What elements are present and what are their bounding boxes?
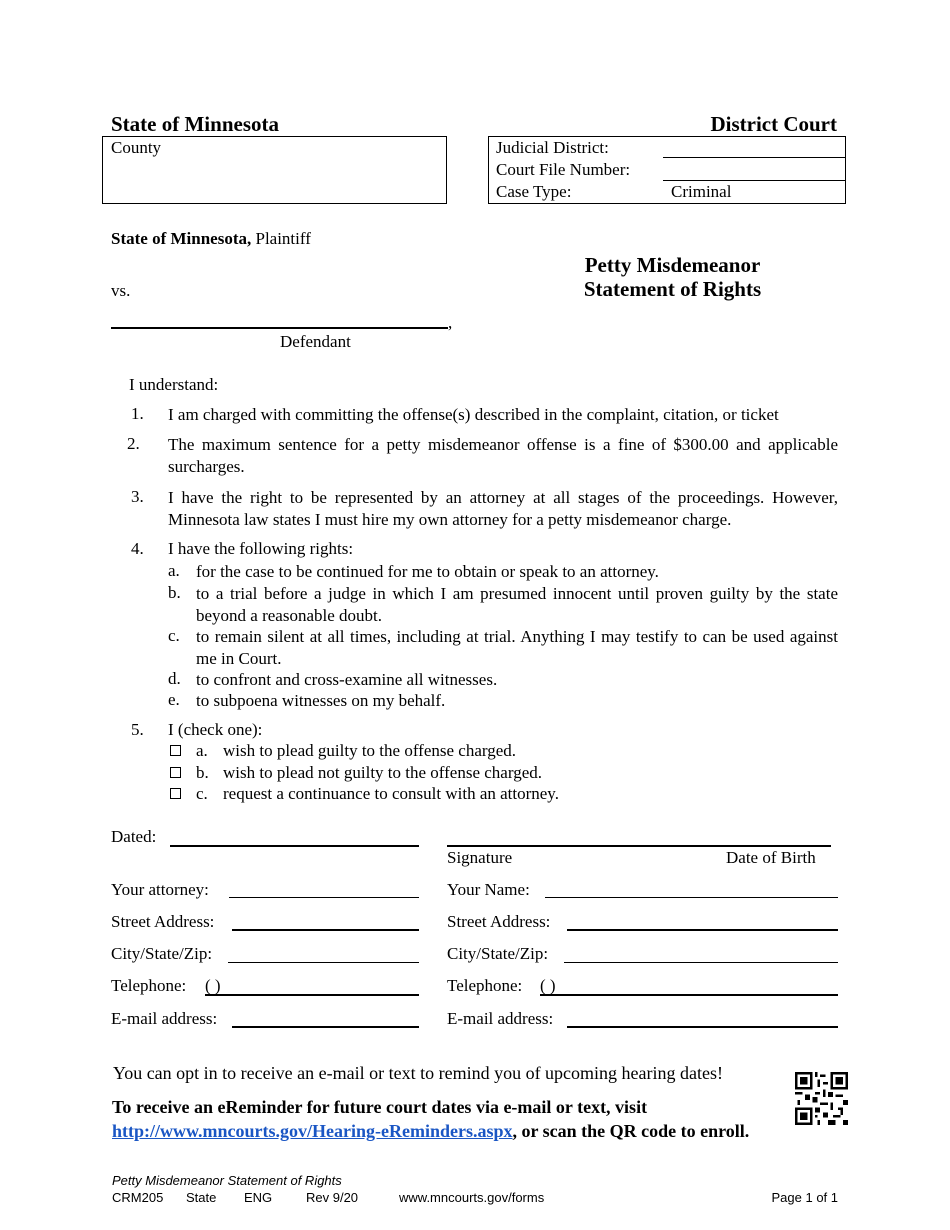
footer-language: ENG bbox=[244, 1190, 273, 1205]
right-letter: a. bbox=[168, 561, 180, 580]
your-name-field[interactable] bbox=[545, 897, 838, 898]
dated-field[interactable] bbox=[170, 845, 419, 847]
item-text: I have the right to be represented by an attorney at all stages of the proceedings. However, Minnesota law states I must hire my own attorney for a petty misdemeanor charge. bbox=[168, 488, 838, 529]
city-label: City/State/Zip: bbox=[447, 944, 549, 963]
checkbox-continuance[interactable] bbox=[170, 788, 181, 799]
item-text: I have the following rights: bbox=[168, 539, 354, 558]
your-attorney-field[interactable] bbox=[229, 897, 419, 898]
dated-label: Dated: bbox=[111, 827, 157, 846]
ereminder-line1: To receive an eReminder for future court dates via e-mail or text, visit bbox=[112, 1097, 648, 1117]
versus: vs. bbox=[111, 281, 131, 300]
ereminder-line2 bbox=[112, 1121, 749, 1142]
choice-text: wish to plead not guilty to the offense charged. bbox=[223, 763, 542, 782]
item-number: 3. bbox=[131, 487, 144, 506]
attorney-street-field[interactable] bbox=[232, 929, 419, 931]
choice-text: request a continuance to consult with an attorney. bbox=[223, 784, 559, 803]
court-file-label: Court File Number: bbox=[496, 160, 631, 179]
checkbox-plead-not-guilty[interactable] bbox=[170, 767, 181, 778]
county-label: County bbox=[111, 138, 162, 157]
choice-letter: b. bbox=[196, 763, 209, 782]
judicial-district-label: Judicial District: bbox=[496, 138, 609, 157]
email-field[interactable] bbox=[567, 1026, 838, 1028]
telephone-field[interactable] bbox=[540, 994, 838, 996]
defendant-comma: , bbox=[448, 313, 453, 332]
court-file-field[interactable] bbox=[663, 180, 845, 181]
intro-text: I understand: bbox=[129, 375, 219, 394]
choice-text: wish to plead guilty to the offense charged. bbox=[223, 741, 517, 760]
plaintiff-name: State of Minnesota, bbox=[111, 229, 252, 248]
attorney-email-label: E-mail address: bbox=[111, 1009, 218, 1028]
choice-letter: c. bbox=[196, 784, 208, 803]
telephone-label: Telephone: bbox=[447, 976, 523, 995]
city-field[interactable] bbox=[564, 962, 838, 963]
your-attorney-label: Your attorney: bbox=[111, 880, 209, 899]
qr-code-icon bbox=[790, 1067, 853, 1130]
defendant-name-field[interactable] bbox=[111, 327, 448, 329]
footer-website: www.mncourts.gov/forms bbox=[399, 1190, 545, 1205]
defendant-label: Defendant bbox=[280, 332, 351, 351]
judicial-district-field[interactable] bbox=[663, 157, 845, 158]
telephone-paren: ( ) bbox=[540, 976, 556, 995]
right-text: to subpoena witnesses on my behalf. bbox=[196, 691, 446, 710]
email-label: E-mail address: bbox=[447, 1009, 554, 1028]
choice-letter: a. bbox=[196, 741, 208, 760]
plaintiff-line bbox=[111, 229, 311, 249]
form-title-line2: Statement of Rights bbox=[583, 277, 762, 301]
attorney-telephone-field[interactable] bbox=[205, 994, 419, 996]
street-field[interactable] bbox=[567, 929, 838, 931]
your-name-label: Your Name: bbox=[447, 880, 530, 899]
ereminder-line2-tail: , or scan the QR code to enroll. bbox=[512, 1121, 750, 1141]
right-text: for the case to be continued for me to obtain or speak to an attorney. bbox=[196, 562, 659, 581]
footer-page: Page 1 of 1 bbox=[771, 1190, 838, 1205]
item-number: 1. bbox=[131, 404, 144, 423]
county-box[interactable] bbox=[102, 136, 447, 204]
attorney-telephone-paren: ( ) bbox=[205, 976, 221, 995]
item-number: 5. bbox=[131, 720, 144, 739]
opt-in-text: You can opt in to receive an e-mail or text to remind you of upcoming hearing dates! bbox=[113, 1063, 724, 1083]
item-text: I (check one): bbox=[168, 720, 263, 739]
state-heading: State of Minnesota bbox=[111, 112, 279, 136]
item-text: I am charged with committing the offense(s) described in the complaint, citation, or ticket bbox=[168, 405, 779, 424]
court-heading: District Court bbox=[710, 112, 837, 136]
footer-jurisdiction: State bbox=[186, 1190, 217, 1205]
attorney-email-field[interactable] bbox=[232, 1026, 419, 1028]
street-label: Street Address: bbox=[447, 912, 551, 931]
attorney-city-field[interactable] bbox=[228, 962, 419, 963]
footer-revision: Rev 9/20 bbox=[306, 1190, 359, 1205]
form-title-line1: Petty Misdemeanor bbox=[584, 253, 761, 277]
plaintiff-role: Plaintiff bbox=[255, 229, 311, 248]
signature-label: Signature bbox=[447, 848, 513, 867]
attorney-telephone-label: Telephone: bbox=[111, 976, 187, 995]
right-text: to a trial before a judge in which I am presumed innocent until proven guilty by the state beyond a reasonable doubt. bbox=[196, 584, 838, 625]
ereminder-link[interactable]: http://www.mncourts.gov/Hearing-eReminders.aspx bbox=[112, 1121, 513, 1141]
item-text: The maximum sentence for a petty misdemeanor offense is a fine of $300.00 and applicable surcharges. bbox=[168, 435, 838, 476]
right-text: to confront and cross-examine all witnesses. bbox=[196, 670, 498, 689]
form-title bbox=[520, 253, 825, 301]
right-letter: d. bbox=[168, 669, 181, 688]
case-type-value: Criminal bbox=[671, 182, 732, 201]
item-number: 2. bbox=[127, 434, 140, 453]
right-letter: c. bbox=[168, 626, 180, 645]
attorney-street-label: Street Address: bbox=[111, 912, 215, 931]
footer-form-code: CRM205 bbox=[112, 1190, 164, 1205]
signature-field[interactable] bbox=[447, 845, 831, 847]
checkbox-plead-guilty[interactable] bbox=[170, 745, 181, 756]
case-type-label: Case Type: bbox=[496, 182, 572, 201]
qr-code[interactable] bbox=[790, 1067, 853, 1130]
item-number: 4. bbox=[131, 539, 144, 558]
right-letter: b. bbox=[168, 583, 181, 602]
footer-form-title: Petty Misdemeanor Statement of Rights bbox=[112, 1173, 342, 1188]
right-letter: e. bbox=[168, 690, 180, 709]
dob-label: Date of Birth bbox=[726, 848, 816, 867]
attorney-city-label: City/State/Zip: bbox=[111, 944, 213, 963]
right-text: to remain silent at all times, including at trial. Anything I may testify to can be used against me in Court. bbox=[196, 627, 838, 668]
